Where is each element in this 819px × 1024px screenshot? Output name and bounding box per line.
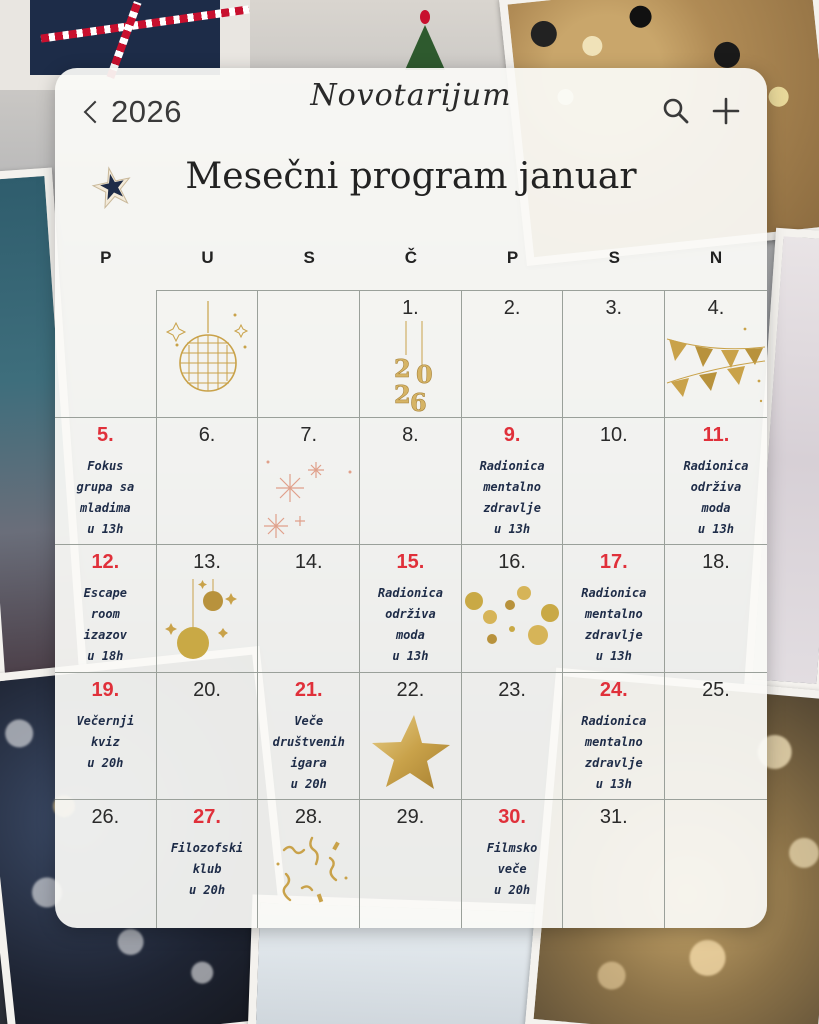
day-number: 25.: [702, 678, 730, 701]
day-number: 29.: [396, 806, 425, 829]
weekday-label: P: [100, 248, 112, 267]
calendar-day-19[interactable]: [55, 673, 157, 801]
calendar-day-29[interactable]: [360, 800, 462, 928]
calendar-day-4[interactable]: [665, 290, 767, 418]
calendar-card: [55, 68, 767, 928]
calendar-cell-empty: [157, 290, 259, 418]
calendar-day-20[interactable]: [157, 673, 259, 801]
calendar-day-18[interactable]: [665, 545, 767, 673]
calendar-day-27[interactable]: [157, 800, 259, 928]
day-number: 31.: [599, 806, 628, 829]
sparkles-icon: [262, 454, 356, 542]
day-number: 17.: [599, 551, 628, 574]
calendar-day-14[interactable]: [258, 545, 360, 673]
day-number: 28.: [294, 806, 323, 829]
calendar-day-10[interactable]: [563, 418, 665, 546]
weekday-label: S: [608, 248, 620, 267]
calendar-day-11[interactable]: [665, 418, 767, 546]
weekday-label: N: [709, 248, 723, 267]
search-icon[interactable]: [661, 96, 691, 126]
day-number: 26.: [91, 806, 120, 829]
calendar-grid: [55, 290, 767, 928]
event-text: Escape room izazov u 18h: [83, 586, 128, 664]
day-number: 16.: [498, 551, 526, 574]
calendar-day-6[interactable]: [157, 418, 259, 546]
calendar-day-21[interactable]: [258, 673, 360, 801]
day-number: 11.: [702, 423, 730, 446]
calendar-day-13[interactable]: [157, 545, 259, 673]
calendar-day-2[interactable]: [462, 290, 564, 418]
day-number: 2.: [503, 297, 521, 319]
day-number: 13.: [193, 551, 221, 574]
baubles-icon: [161, 579, 255, 669]
weekday-header: [55, 248, 767, 268]
event-text: Radionica održiva moda u 13h: [683, 458, 749, 536]
calendar-cell-empty: [665, 800, 767, 928]
streamers-icon: [274, 834, 354, 910]
toolbar: [661, 96, 741, 126]
calendar-cell-empty: [258, 290, 360, 418]
number-ornament-icon: [386, 321, 446, 415]
svg-text:2: 2: [394, 380, 411, 409]
event-text: Radionica mentalno zdravlje u 13h: [581, 586, 647, 664]
event-text: Radionica mentalno zdravlje u 13h: [479, 458, 545, 536]
calendar-day-24[interactable]: [563, 673, 665, 801]
day-number: 21.: [294, 678, 323, 701]
day-number: 19.: [91, 678, 120, 701]
day-number: 30.: [498, 806, 526, 829]
weekday-label: S: [303, 248, 315, 267]
calendar-day-25[interactable]: [665, 673, 767, 801]
christmas-tree-icon: [400, 0, 450, 70]
event-text: Fokus grupa sa mladima u 13h: [76, 458, 135, 536]
day-number: 6.: [198, 423, 216, 446]
day-number: 5.: [97, 423, 114, 446]
bunting-icon: [665, 323, 767, 415]
page-title: Mesečni program januar: [185, 156, 637, 197]
day-number: 7.: [300, 423, 318, 446]
ornament-number: 2: [394, 354, 411, 383]
day-number: 8.: [402, 423, 419, 446]
calendar-day-8[interactable]: [360, 418, 462, 546]
calendar-day-5[interactable]: [55, 418, 157, 546]
day-number: 27.: [193, 806, 221, 829]
calendar-day-26[interactable]: [55, 800, 157, 928]
day-number: 12.: [91, 551, 120, 574]
day-number: 23.: [498, 678, 526, 701]
day-number: 10.: [599, 423, 628, 446]
event-text: Večernji kviz u 20h: [76, 713, 135, 770]
day-number: 14.: [294, 551, 323, 574]
calendar-day-7[interactable]: [258, 418, 360, 546]
event-text: Filozofski klub u 20h: [170, 841, 244, 898]
day-number: 20.: [193, 678, 221, 701]
weekday-label: P: [506, 248, 519, 267]
day-number: 22.: [396, 678, 425, 701]
event-text: Filmsko veče u 20h: [486, 841, 538, 898]
day-number: 24.: [599, 678, 628, 701]
day-number: 1.: [402, 297, 419, 319]
calendar-cell-empty: [55, 290, 157, 418]
calendar-day-1[interactable]: [360, 290, 462, 418]
svg-text:0: 0: [416, 360, 433, 389]
day-number: 18.: [702, 551, 730, 574]
day-number: 15.: [396, 551, 425, 574]
calendar-day-30[interactable]: [462, 800, 564, 928]
calendar-day-23[interactable]: [462, 673, 564, 801]
calendar-day-12[interactable]: [55, 545, 157, 673]
gold-dots-icon: [462, 581, 564, 657]
disco-ball-icon: [165, 301, 251, 401]
calendar-day-17[interactable]: [563, 545, 665, 673]
day-number: 9.: [503, 423, 521, 446]
calendar-day-28[interactable]: [258, 800, 360, 928]
svg-text:6: 6: [410, 388, 427, 415]
brand-logo: Novotarijum: [310, 78, 512, 113]
weekday-label: U: [201, 248, 214, 267]
calendar-day-15[interactable]: [360, 545, 462, 673]
day-number: 3.: [605, 297, 623, 319]
plus-icon[interactable]: [711, 96, 741, 126]
calendar-day-31[interactable]: [563, 800, 665, 928]
calendar-day-22[interactable]: [360, 673, 462, 801]
calendar-day-16[interactable]: [462, 545, 564, 673]
weekday-label: Č: [404, 248, 418, 267]
day-number: 4.: [707, 297, 725, 319]
event-text: Veče društvenih igara u 20h: [272, 713, 345, 791]
calendar-day-9[interactable]: [462, 418, 564, 546]
event-text: Radionica održiva moda u 13h: [377, 586, 443, 664]
event-text: Radionica mentalno zdravlje u 13h: [581, 713, 647, 791]
gold-star-icon: [372, 713, 450, 793]
calendar-day-3[interactable]: [563, 290, 665, 418]
year-label: 2026: [111, 94, 182, 129]
